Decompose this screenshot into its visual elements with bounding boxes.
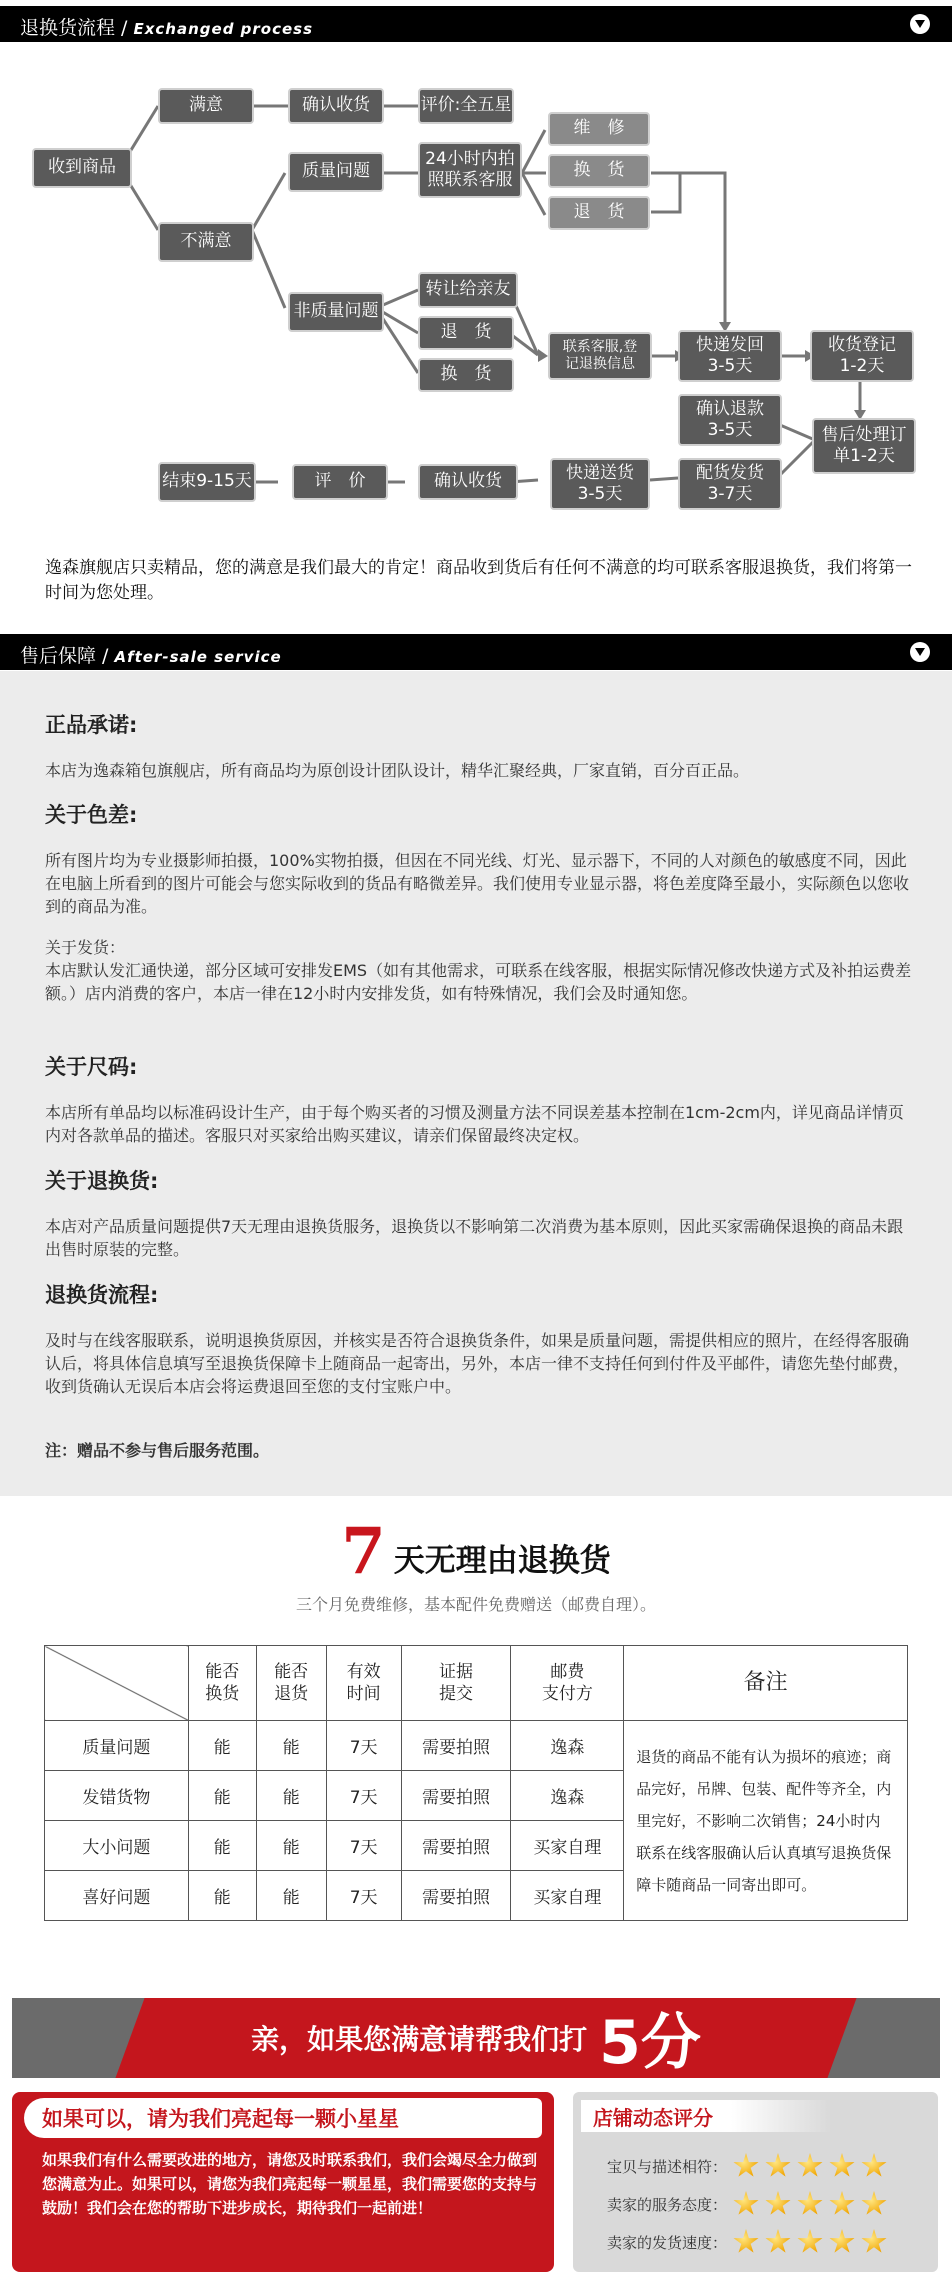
header-title-en: Exchanged process xyxy=(133,20,314,38)
shop-rating-panel xyxy=(573,2092,938,2272)
star-icon xyxy=(765,2191,791,2217)
star-icon xyxy=(861,2229,887,2255)
header-title-en: After-sale service xyxy=(114,648,282,666)
process-block xyxy=(45,1279,915,1398)
table-cell: 能 xyxy=(188,1871,256,1921)
table-cell: 需要拍照 xyxy=(401,1821,511,1871)
flow-contact-24h: 24小时内拍 照联系客服 xyxy=(418,142,522,198)
promise-title: 天无理由退换货 xyxy=(393,1543,611,1579)
table-cell: 能 xyxy=(188,1771,256,1821)
star-icon xyxy=(733,2153,759,2179)
genuine-text: 本店为逸森箱包旗舰店，所有商品均为原创设计团队设计，精华汇聚经典，厂家直销，百分百正品。 xyxy=(45,761,750,780)
flow-repair: 维 修 xyxy=(548,112,650,146)
size-text: 本店所有单品均以标准码设计生产，由于每个购买者的习惯及测量方法不同误差基本控制在1cm-2cm内，详见商品详情页内对各款单品的描述。客服只对买家给出购买建议，请亲们保留最终决定权。 xyxy=(45,1103,904,1145)
intro-text: 逸森旗舰店只卖精品，您的满意是我们最大的肯定！商品收到货后有任何不满意的均可联系客服退换货，我们将第一时间为您处理。 xyxy=(45,558,912,603)
flow-quality-issue: 质量问题 xyxy=(288,152,384,192)
flow-ship-out: 配货发货 3-7天 xyxy=(678,458,782,510)
table-cell: 喜好问题 xyxy=(45,1871,189,1921)
banner-score: 5分 xyxy=(599,2008,701,2078)
shipping-block xyxy=(45,936,915,1005)
color-title: 关于色差: xyxy=(45,803,138,827)
star-icon xyxy=(829,2191,855,2217)
return-policy-table xyxy=(44,1645,908,1921)
flow-satisfied: 满意 xyxy=(158,88,254,124)
table-row xyxy=(45,1721,908,1771)
star-icon xyxy=(829,2153,855,2179)
star-icon xyxy=(765,2229,791,2255)
ship-title: 关于发货： xyxy=(45,938,126,957)
section-header-aftersale xyxy=(0,634,952,670)
table-cell: 需要拍照 xyxy=(401,1721,511,1771)
table-header: 备注 xyxy=(624,1646,908,1721)
flow-review: 评 价 xyxy=(292,464,388,500)
table-cell: 7天 xyxy=(326,1721,401,1771)
star-request-box xyxy=(12,2092,554,2272)
table-cell: 需要拍照 xyxy=(401,1771,511,1821)
table-cell: 能 xyxy=(188,1721,256,1771)
flow-express-back: 快递发回 3-5天 xyxy=(678,330,782,382)
rating-stars xyxy=(733,2153,887,2179)
star-request-body: 如果我们有什么需要改进的地方，请您及时联系我们，我们会竭尽全力做到您满意为止。如果可以，请您为我们亮起每一颗星星，我们需要您的支持与鼓励！我们会在您的帮助下进步成长，期待我们一起前进！ xyxy=(42,2151,538,2217)
header-title-zh: 售后保障 / xyxy=(20,645,115,667)
star-icon xyxy=(797,2191,823,2217)
table-cell: 7天 xyxy=(326,1771,401,1821)
flow-receive: 收到商品 xyxy=(32,148,132,188)
table-cell: 需要拍照 xyxy=(401,1871,511,1921)
rating-row xyxy=(573,2148,938,2184)
star-request-title: 如果可以，请为我们亮起每一颗小星星 xyxy=(24,2098,542,2138)
table-cell: 能 xyxy=(256,1721,326,1771)
star-icon xyxy=(861,2153,887,2179)
flow-non-quality: 非质量问题 xyxy=(288,292,384,332)
star-icon xyxy=(829,2229,855,2255)
genuine-title: 正品承诺: xyxy=(45,713,138,737)
table-note-cell: 退货的商品不能有认为损坏的痕迹；商品完好，吊牌、包装、配件等齐全，内里完好，不影响二次销售；24小时内联系在线客服确认后认真填写退换货保障卡随商品一同寄出即可。 xyxy=(624,1721,908,1921)
color-block xyxy=(45,799,915,918)
table-header: 能否 换货 xyxy=(188,1646,256,1721)
flow-unsatisfied: 不满意 xyxy=(158,222,254,262)
flow-refund-2: 退 货 xyxy=(418,316,514,350)
size-title: 关于尺码: xyxy=(45,1055,138,1079)
rating-label: 卖家的发货速度： xyxy=(606,2233,727,2252)
promise-seven: 7 xyxy=(341,1514,386,1589)
flow-gift-friend: 转让给亲友 xyxy=(418,272,518,308)
flow-express-deliver: 快递送货 3-5天 xyxy=(550,458,650,510)
gift-note: 注：赠品不参与售后服务范围。 xyxy=(45,1441,270,1460)
return-text: 本店对产品质量问题提供7天无理由退换货服务，退换货以不影响第二次消费为基本原则，因此买家需确保退换的商品未跟出售时原装的完整。 xyxy=(45,1217,904,1259)
table-header: 证据 提交 xyxy=(401,1646,511,1721)
promise-subtitle: 三个月免费维修，基本配件免费赠送（邮费自理）。 xyxy=(295,1595,656,1614)
flow-refund: 退 货 xyxy=(548,196,650,230)
rating-row xyxy=(573,2186,938,2222)
flow-contact-register: 联系客服,登 记退换信息 xyxy=(548,332,652,380)
star-icon xyxy=(733,2191,759,2217)
rating-label: 卖家的服务态度： xyxy=(606,2195,727,2214)
shop-rating-title: 店铺动态评分 xyxy=(581,2100,831,2132)
ship-text: 本店默认发汇通快递，部分区域可安排发EMS（如有其他需求，可联系在线客服，根据实际情况修改快递方式及补拍运费差额。）店内消费的客户，本店一律在12小时内安排发货，如有特殊情况，我们会及时通知您。 xyxy=(45,961,912,1003)
table-cell: 能 xyxy=(256,1821,326,1871)
table-cell: 大小问题 xyxy=(45,1821,189,1871)
star-icon xyxy=(797,2153,823,2179)
rating-row xyxy=(573,2224,938,2260)
note-block xyxy=(45,1439,915,1462)
aftersale-section xyxy=(0,671,952,1496)
table-header: 能否 退货 xyxy=(256,1646,326,1721)
flow-confirm-receipt: 确认收货 xyxy=(288,88,384,124)
return-block xyxy=(45,1165,915,1261)
flow-confirm-refund: 确认退款 3-5天 xyxy=(678,394,782,446)
genuine-block xyxy=(45,709,915,782)
return-title: 关于退换货: xyxy=(45,1169,159,1193)
rating-stars xyxy=(733,2191,887,2217)
table-cell: 逸森 xyxy=(511,1771,624,1821)
table-cell: 买家自理 xyxy=(511,1871,624,1921)
process-title: 退换货流程: xyxy=(45,1283,159,1307)
table-header: 邮费 支付方 xyxy=(511,1646,624,1721)
flow-exchange: 换 货 xyxy=(548,154,650,188)
table-header-row xyxy=(45,1646,908,1721)
star-icon xyxy=(733,2229,759,2255)
table-cell: 7天 xyxy=(326,1871,401,1921)
color-text: 所有图片均为专业摄影师拍摄，100%实物拍摄，但因在不同光线、灯光、显示器下，不同的人对颜色的敏感度不同，因此在电脑上所看到的图片可能会与您实际收到的货品有略微差异。我们使用专业显示器，将色差度降至最小，实际颜色以您收到的商品为准。 xyxy=(45,851,910,916)
section-header-exchange xyxy=(0,6,952,42)
brand-logo-icon xyxy=(910,642,930,662)
table-cell: 发错货物 xyxy=(45,1771,189,1821)
table-header: 有效 时间 xyxy=(326,1646,401,1721)
header-title-zh: 退换货流程 / xyxy=(20,17,134,39)
banner-text: 亲，如果您满意请帮我们打 xyxy=(251,2023,588,2056)
table-corner-cell xyxy=(45,1646,189,1721)
flow-end: 结束9-15天 xyxy=(158,462,256,502)
table-cell: 买家自理 xyxy=(511,1821,624,1871)
table-cell: 7天 xyxy=(326,1821,401,1871)
process-text: 及时与在线客服联系，说明退换货原因，并核实是否符合退换货条件，如果是质量问题，需提供相应的照片，在经得客服确认后，将具体信息填写至退换货保障卡上随商品一起寄出，另外，本店一律不支持任何到付件及平邮件，请您先垫付邮费，收到货确认无误后本店会将运费退回至您的支付宝账户中。 xyxy=(45,1331,910,1396)
seven-day-promise xyxy=(0,1514,952,1615)
table-cell: 能 xyxy=(188,1821,256,1871)
flow-rate-five: 评价:全五星 xyxy=(418,88,514,124)
flow-receive-register: 收货登记 1-2天 xyxy=(810,330,914,382)
table-cell: 能 xyxy=(256,1871,326,1921)
star-icon xyxy=(765,2153,791,2179)
star-icon xyxy=(861,2191,887,2217)
brand-logo-icon xyxy=(910,14,930,34)
rating-banner xyxy=(12,1998,940,2078)
size-block xyxy=(45,1051,915,1147)
rating-stars xyxy=(733,2229,887,2255)
flow-confirm-receipt-2: 确认收货 xyxy=(418,464,518,500)
table-cell: 质量问题 xyxy=(45,1721,189,1771)
table-cell: 能 xyxy=(256,1771,326,1821)
rating-label: 宝贝与描述相符： xyxy=(606,2157,727,2176)
flow-exchange-2: 换 货 xyxy=(418,358,514,392)
star-icon xyxy=(797,2229,823,2255)
flow-aftersale-order: 售后处理订 单1-2天 xyxy=(812,418,916,474)
table-cell: 逸森 xyxy=(511,1721,624,1771)
